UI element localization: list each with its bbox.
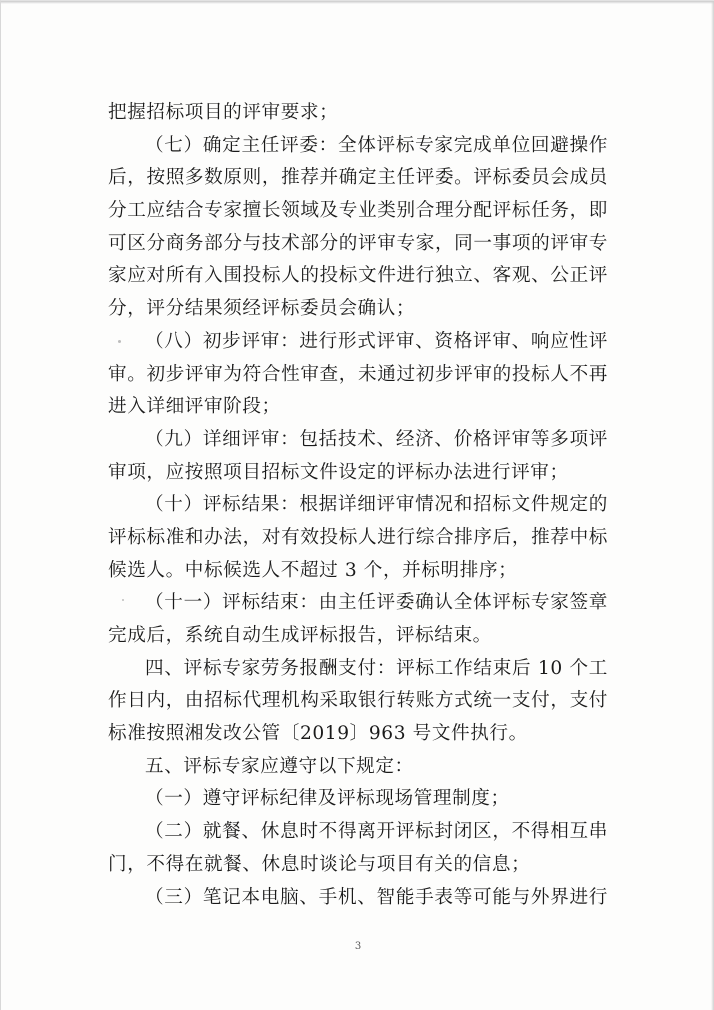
text-line: 五、评标专家应遵守以下规定： [145,755,414,777]
scan-speck [118,340,121,343]
text-line: 完成后，系统自动生成评标报告，评标结束。 [108,625,492,646]
scan-edge-top [1,1,714,4]
text-line: 作日内，由招标代理机构采取银行转账方式统一支付，支付 [108,690,608,712]
text-line: （八）初步评审：进行形式评审、资格评审、响应性评 [145,330,608,352]
text-line: 四、评标专家劳务报酬支付：评标工作结束后 10 个工 [145,657,608,679]
text-line: 分工应结合专家擅长领域及专业类别合理分配评标任务，即 [108,200,608,222]
text-line: （七）确定主任评委：全体评标专家完成单位回避操作 [145,134,608,156]
text-line: 可区分商务部分与技术部分的评审专家，同一事项的评审专 [108,232,608,254]
text-line: 后，按照多数原则，推荐并确定主任评委。评标委员会成员 [108,167,608,189]
text-line: 进入详细评审阶段； [108,396,281,418]
text-line: 评标标准和办法，对有效投标人进行综合排序后，推荐中标 [108,526,608,548]
text-line: （一）遵守评标纪律及评标现场管理制度； [145,788,510,810]
text-line: 审。初步评审为符合性审查，未通过初步评审的投标人不再 [108,363,608,385]
text-line: 把握招标项目的评审要求； [108,102,339,123]
text-line: （十）评标结果：根据详细评审情况和招标文件规定的 [145,494,608,516]
text-line: 分，评分结果须经评标委员会确认； [108,298,416,320]
text-line: （十一）评标结束：由主任评委确认全体评标专家签章 [145,592,608,614]
text-line: （九）详细评审：包括技术、经济、价格评审等多项评 [145,428,608,450]
text-line: 家应对所有入围投标人的投标文件进行独立、客观、公正评 [108,265,608,287]
text-line: 门，不得在就餐、休息时谈论与项目有关的信息； [108,853,531,875]
page-number: 3 [354,941,362,952]
text-line: 候选人。中标候选人不超过 3 个，并标明排序； [108,559,518,581]
text-line: 审项，应按照项目招标文件设定的评标办法进行评审； [108,461,569,483]
text-line: （三）笔记本电脑、手机、智能手表等可能与外界进行 [145,886,608,908]
document-body [108,97,608,914]
scan-speck [122,599,124,601]
text-line: （二）就餐、休息时不得离开评标封闭区，不得相互串 [145,821,608,843]
text-line: 标准按照湘发改公管〔2019〕963 号文件执行。 [108,723,528,745]
